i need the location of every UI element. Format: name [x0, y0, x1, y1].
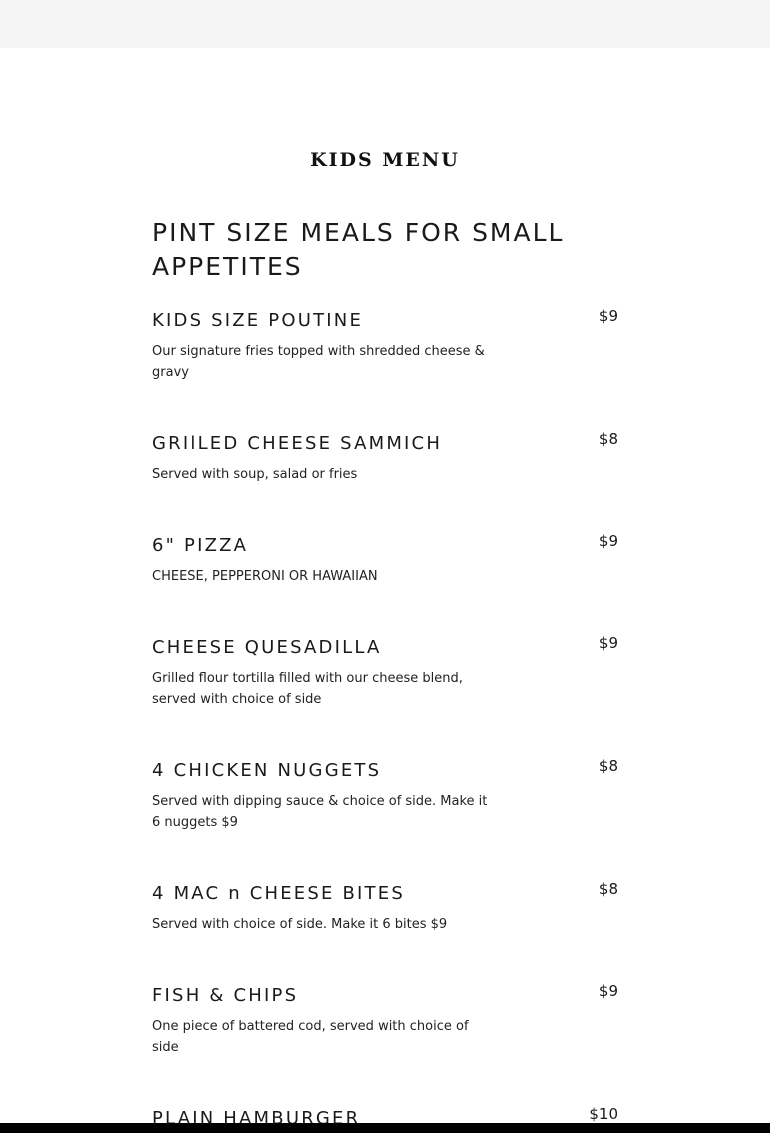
- item-name: 6" PIZZA: [152, 535, 249, 556]
- item-price: $8: [598, 430, 618, 448]
- item-description: Served with choice of side. Make it 6 bites $9: [152, 917, 448, 932]
- item-name: CHEESE QUESADILLA: [152, 637, 382, 658]
- item-description: One piece of battered cod, served with choice of side: [152, 1019, 469, 1055]
- item-name: 4 CHICKEN NUGGETS: [152, 760, 382, 781]
- item-description: CHEESE, PEPPERONI OR HAWAIIAN: [152, 569, 378, 584]
- item-price: $8: [598, 880, 618, 898]
- item-name: GRIlLED CHEESE SAMMICH: [152, 433, 443, 454]
- item-price: $9: [598, 307, 618, 325]
- item-price: $9: [598, 982, 618, 1000]
- item-description: Served with soup, salad or fries: [152, 467, 358, 482]
- item-description: Served with dipping sauce & choice of side. Make it 6 nuggets $9: [152, 794, 488, 830]
- item-price: $9: [598, 634, 618, 652]
- top-header-band: [0, 0, 770, 48]
- item-price: $9: [598, 532, 618, 550]
- bottom-bar: [0, 1123, 770, 1133]
- section-heading: PINT SIZE MEALS FOR SMALL APPETITES: [152, 218, 565, 281]
- item-name: PLAIN HAMBURGER: [152, 1108, 361, 1123]
- item-price: $10: [589, 1105, 618, 1123]
- item-price: $8: [598, 757, 618, 775]
- item-description: Our signature fries topped with shredded cheese & gravy: [152, 344, 485, 380]
- menu-title: KIDS MENU: [310, 149, 460, 171]
- item-name: FISH & CHIPS: [152, 985, 299, 1006]
- item-name: KIDS SIZE POUTINE: [152, 310, 364, 331]
- item-name: 4 MAC n CHEESE BITES: [152, 883, 405, 904]
- item-description: Grilled flour tortilla filled with our cheese blend, served with choice of side: [152, 671, 463, 707]
